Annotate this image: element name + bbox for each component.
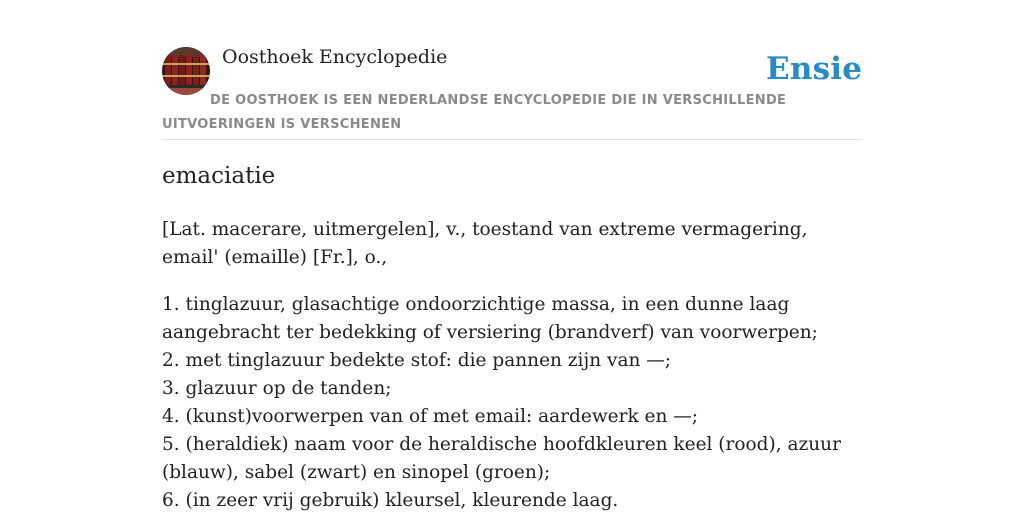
article-title: emaciatie [162, 163, 276, 189]
header-divider [162, 139, 862, 140]
brand-logo[interactable]: Ensie [766, 51, 863, 87]
definition-item: 2. met tinglazuur bedekte stof: die pannen zijn van —; [162, 350, 672, 371]
encyclopedia-books-icon [162, 47, 210, 95]
avatar[interactable] [162, 47, 210, 95]
definition-item: 6. (in zeer vrij gebruik) kleursel, kleurende laag. [162, 490, 619, 511]
definition-item: 4. (kunst)voorwerpen van of met email: aardewerk en —; [162, 406, 699, 427]
definition-list [162, 291, 862, 515]
site-tagline: DE OOSTHOEK IS EEN NEDERLANDSE ENCYCLOPEDIE DIE IN VERSCHILLENDE UITVOERINGEN IS VERSCHENEN [162, 93, 787, 132]
definition-item: 5. (heraldiek) naam voor de heraldische hoofdkleuren keel (rood), azuur (blauw), sabel (zwart) en sinopel (groen); [162, 434, 841, 483]
definition-item: 1. tinglazuur, glasachtige ondoorzichtige massa, in een dunne laag aangebracht ter bedekking of versiering (brandverf) van voorwerpen; [162, 294, 818, 343]
site-name[interactable]: Oosthoek Encyclopedie [222, 46, 448, 68]
definition-item: 3. glazuur op de tanden; [162, 378, 392, 399]
article-intro: [Lat. macerare, uitmergelen], v., toestand van extreme vermagering, email' (emaille) [Fr.], o., [162, 219, 808, 268]
